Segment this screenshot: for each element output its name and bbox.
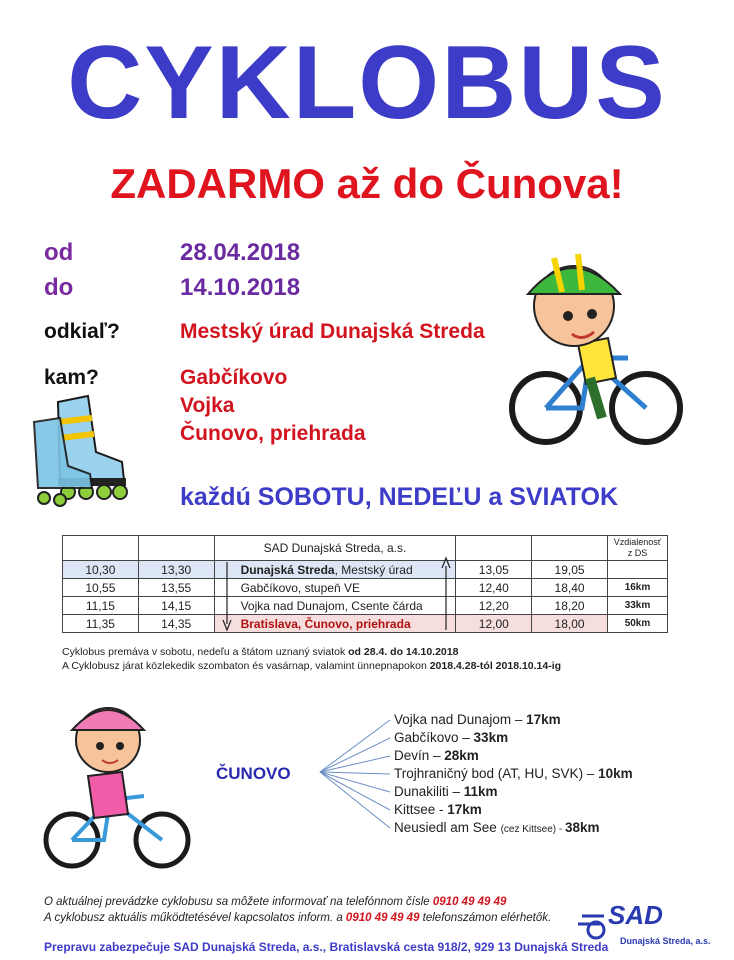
note-sk-dates: od 28.4. do 14.10.2018 bbox=[348, 646, 459, 658]
destination-label: kam? bbox=[44, 366, 99, 389]
phone-link[interactable]: 0910 49 49 49 bbox=[345, 912, 420, 924]
table-cell bbox=[138, 536, 214, 561]
note-sk bbox=[62, 646, 458, 658]
info-hu-tail: telefonszámon elérhetők. bbox=[419, 912, 552, 924]
stop-detail: Gabčíkovo, stupeň VE bbox=[240, 580, 360, 595]
table-cell bbox=[532, 536, 608, 561]
info-hu-text: A cyklobusz aktuális működtetésével kapcsolatos inform. a bbox=[44, 912, 346, 924]
table-cell: 13,55 bbox=[138, 579, 214, 597]
destination-distance: 38km bbox=[565, 820, 600, 835]
destination-item bbox=[394, 748, 479, 763]
table-cell bbox=[214, 561, 456, 579]
destination-item bbox=[394, 730, 508, 745]
table-cell: 12,00 bbox=[456, 615, 532, 633]
destination-distance: 17km bbox=[447, 802, 482, 817]
table-cell: 10,55 bbox=[63, 579, 139, 597]
table-cell: 14,15 bbox=[138, 597, 214, 615]
origin-label: odkiaľ? bbox=[44, 320, 120, 343]
stop-detail: , Mestský úrad bbox=[334, 562, 413, 577]
table-cell: 18,20 bbox=[532, 597, 608, 615]
phone-link[interactable]: 0910 49 49 49 bbox=[432, 896, 507, 908]
note-hu-dates: 2018.4.28-tól 2018.10.14-ig bbox=[429, 660, 562, 672]
poster-subtitle: ZADARMO až do Čunova! bbox=[110, 160, 624, 207]
stop-name: Dunajská Streda bbox=[240, 562, 335, 577]
poster-title: CYKLOBUS bbox=[67, 25, 667, 141]
note-hu-text: A Cyklobusz járat közlekedik szombaton és vasárnap, valamint ünnepnapokon bbox=[62, 660, 430, 672]
table-cell bbox=[456, 536, 532, 561]
origin-value: Mestský úrad Dunajská Streda bbox=[180, 320, 485, 343]
timetable-company: SAD Dunajská Streda, a.s. bbox=[214, 536, 456, 561]
destination-name: Kittsee - bbox=[394, 802, 448, 817]
destination-name: Gabčíkovo – bbox=[394, 730, 474, 745]
to-date-value: 14.10.2018 bbox=[180, 274, 301, 301]
destination-item bbox=[394, 766, 633, 781]
table-cell bbox=[214, 597, 456, 615]
destination-2: Vojka bbox=[180, 394, 235, 417]
table-cell: 11,35 bbox=[63, 615, 139, 633]
info-hu bbox=[44, 912, 551, 924]
stop-name: Bratislava, Čunovo, priehrada bbox=[240, 616, 411, 631]
table-cell: 10,30 bbox=[63, 561, 139, 579]
operating-days: každú SOBOTU, NEDEĽU a SVIATOK bbox=[180, 483, 619, 511]
destination-note: (cez Kittsee) - bbox=[500, 824, 566, 835]
logo-text: SAD bbox=[608, 900, 663, 930]
girl-cyclist-icon bbox=[40, 690, 200, 880]
footer-operator: Prepravu zabezpečuje SAD Dunajská Streda, a.s., Bratislavská cesta 918/2, 929 13 Dunajská Streda bbox=[44, 940, 609, 954]
stop-detail: Vojka nad Dunajom, Csente čárda bbox=[240, 598, 423, 613]
route-fan-lines bbox=[318, 712, 394, 842]
table-row bbox=[63, 579, 668, 597]
table-cell bbox=[214, 579, 456, 597]
destination-item bbox=[394, 802, 482, 817]
timetable bbox=[62, 535, 668, 633]
destination-distance: 10km bbox=[598, 766, 633, 781]
timetable-header bbox=[63, 536, 668, 561]
timetable-distance-header: Vzdialenosť z DS bbox=[607, 536, 667, 561]
up-arrow-icon bbox=[441, 556, 451, 632]
table-cell: 14,35 bbox=[138, 615, 214, 633]
destination-distance: 33km bbox=[473, 730, 509, 745]
table-cell: 16km bbox=[607, 579, 667, 597]
destination-distance: 17km bbox=[526, 712, 561, 727]
boy-cyclist-icon bbox=[498, 238, 690, 460]
destination-3: Čunovo, priehrada bbox=[180, 422, 366, 445]
destination-distance: 28km bbox=[444, 748, 479, 763]
table-cell: 12,20 bbox=[456, 597, 532, 615]
from-date-value: 28.04.2018 bbox=[180, 239, 301, 266]
table-cell: 33km bbox=[607, 597, 667, 615]
table-cell bbox=[63, 536, 139, 561]
table-cell: 12,40 bbox=[456, 579, 532, 597]
destination-name: Vojka nad Dunajom – bbox=[394, 712, 527, 727]
table-cell bbox=[607, 561, 667, 579]
destination-item bbox=[394, 820, 600, 835]
logo-subtitle: Dunajská Streda, a.s. bbox=[620, 936, 711, 946]
destination-name: Devín – bbox=[394, 748, 445, 763]
destination-distance: 11km bbox=[463, 784, 498, 799]
to-date-label: do bbox=[44, 274, 74, 301]
note-hu bbox=[62, 660, 561, 672]
info-sk bbox=[44, 896, 506, 908]
table-cell: 18,40 bbox=[532, 579, 608, 597]
table-row bbox=[63, 615, 668, 633]
down-arrow-icon bbox=[222, 560, 232, 632]
table-cell: 13,05 bbox=[456, 561, 532, 579]
table-cell: 11,15 bbox=[63, 597, 139, 615]
table-cell: 19,05 bbox=[532, 561, 608, 579]
table-cell: 13,30 bbox=[138, 561, 214, 579]
table-row bbox=[63, 597, 668, 615]
table-row bbox=[63, 561, 668, 579]
destination-item bbox=[394, 712, 561, 727]
destination-name: Dunakiliti – bbox=[394, 784, 464, 799]
note-sk-text: Cyklobus premáva v sobotu, nedeľu a štátom uznaný sviatok bbox=[62, 646, 349, 658]
destination-item bbox=[394, 784, 498, 799]
table-cell: 50km bbox=[607, 615, 667, 633]
roller-skates-icon bbox=[30, 392, 140, 510]
destination-1: Gabčíkovo bbox=[180, 366, 288, 389]
from-date-label: od bbox=[44, 239, 74, 266]
destination-name: Neusiedl am See bbox=[394, 820, 501, 835]
destination-name: Trojhraničný bod (AT, HU, SVK) – bbox=[394, 766, 599, 781]
info-sk-text: O aktuálnej prevádzke cyklobusu sa môžete informovať na telefónnom čísle bbox=[44, 896, 433, 908]
table-cell bbox=[214, 615, 456, 633]
table-cell: 18,00 bbox=[532, 615, 608, 633]
hub-label: ČUNOVO bbox=[216, 764, 291, 783]
